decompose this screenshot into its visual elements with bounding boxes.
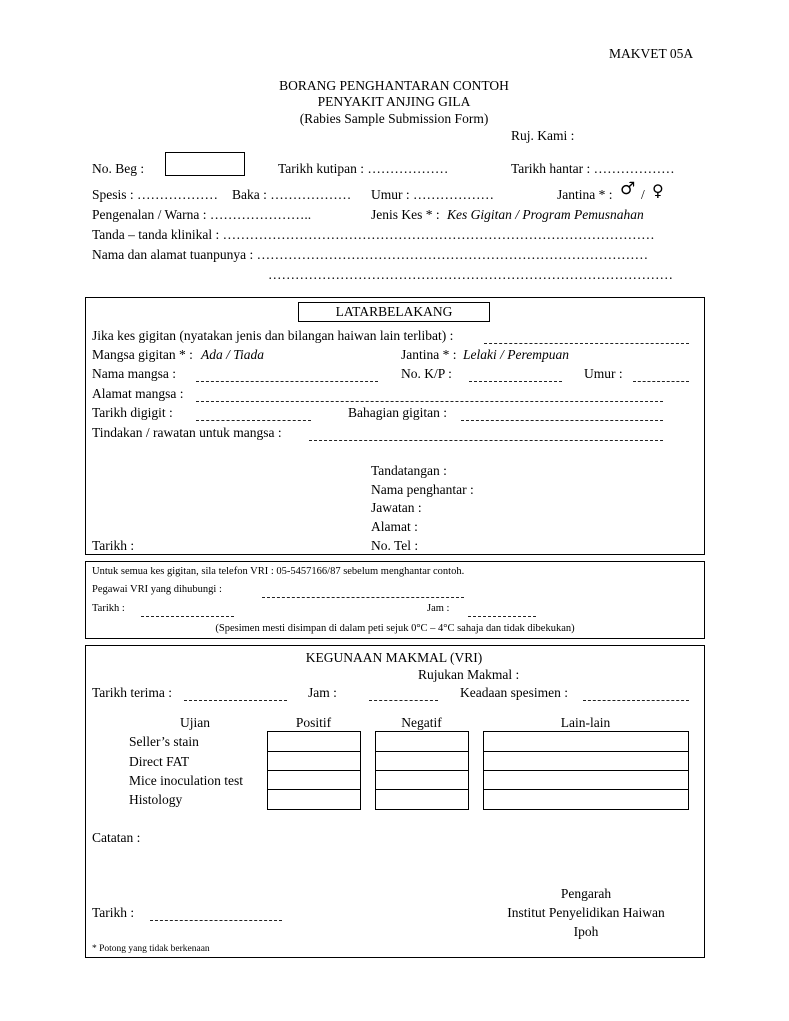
lain-lain-cell[interactable] <box>483 751 689 771</box>
notice-tarikh-line[interactable] <box>141 616 234 617</box>
lain-lain-cell[interactable] <box>483 770 689 790</box>
positif-cell[interactable] <box>267 770 361 790</box>
umur-mangsa-label: Umur : <box>584 366 623 381</box>
alamat-mangsa-line[interactable] <box>196 401 663 402</box>
no-beg-label: No. Beg : <box>92 161 145 176</box>
tarikh-digigit-label: Tarikh digigit : <box>92 405 173 420</box>
signatory-location: Ipoh <box>573 924 599 939</box>
lab-jam-label: Jam : <box>308 685 337 700</box>
jika-kes-label: Jika kes gigitan (nyatakan jenis dan bilangan haiwan lain terlibat) : <box>92 328 454 343</box>
test-label: Mice inoculation test <box>129 773 243 788</box>
umur-mangsa-line[interactable] <box>633 381 689 382</box>
alamat-mangsa-label: Alamat mangsa : <box>92 386 184 401</box>
nama-penghantar-label: Nama penghantar : <box>371 482 474 497</box>
negatif-cell[interactable] <box>375 770 469 790</box>
tarikh-terima-line[interactable] <box>184 700 287 701</box>
mangsa-jantina-label: Jantina * : <box>401 347 457 362</box>
col-negatif: Negatif <box>401 715 442 730</box>
pengenalan-field[interactable]: Pengenalan / Warna : ………………….. <box>92 207 312 222</box>
lain-lain-cell[interactable] <box>483 789 689 810</box>
jantina-label: Jantina * : <box>557 187 613 202</box>
baka-field[interactable]: Baka : ……………… <box>232 187 352 202</box>
col-positif: Positif <box>295 715 332 730</box>
tarikh-label: Tarikh : <box>92 538 135 553</box>
latarbelakang-heading: LATARBELAKANG <box>335 304 453 319</box>
jenis-kes-value: Kes Gigitan / Program Pemusnahan <box>447 207 644 222</box>
no-kp-label: No. K/P : <box>401 366 452 381</box>
positif-cell[interactable] <box>267 751 361 771</box>
notice-tarikh-label: Tarikh : <box>92 603 125 614</box>
tanda-klinikal-field[interactable]: Tanda – tanda klinikal : …………………………………………………………………………………… <box>92 227 655 242</box>
lain-lain-cell[interactable] <box>483 731 689 752</box>
catatan-label: Catatan : <box>92 830 141 845</box>
bahagian-gigitan-label: Bahagian gigitan : <box>348 405 447 420</box>
keadaan-spesimen-line[interactable] <box>583 700 689 701</box>
mangsa-gigitan-value: Ada / Tiada <box>201 347 265 362</box>
tarikh-digigit-line[interactable] <box>196 420 311 421</box>
lab-tarikh-label: Tarikh : <box>92 905 135 920</box>
tarikh-kutipan-field[interactable]: Tarikh kutipan : ……………… <box>278 161 449 176</box>
signatory-title: Pengarah <box>560 886 612 901</box>
form-title-line1: BORANG PENGHANTARAN CONTOH <box>279 78 509 93</box>
tandatangan-label: Tandatangan : <box>371 463 447 478</box>
umur-field[interactable]: Umur : ……………… <box>371 187 494 202</box>
jika-kes-line[interactable] <box>484 343 689 344</box>
spesis-field[interactable]: Spesis : ……………… <box>92 187 219 202</box>
pegawai-vri-line[interactable] <box>262 597 464 598</box>
mangsa-jantina-value: Lelaki / Perempuan <box>463 347 569 362</box>
jenis-kes-label: Jenis Kes * : <box>371 207 440 222</box>
negatif-cell[interactable] <box>375 751 469 771</box>
nama-alamat-cont-field[interactable]: ……………………………………………………………………………… <box>268 267 673 282</box>
footnote: * Potong yang tidak berkenaan <box>92 944 210 954</box>
negatif-cell[interactable] <box>375 731 469 752</box>
no-tel-label: No. Tel : <box>371 538 419 553</box>
female-symbol-icon: ♀ <box>652 181 664 200</box>
positif-cell[interactable] <box>267 789 361 810</box>
lab-jam-line[interactable] <box>369 700 438 701</box>
notice-jam-line[interactable] <box>468 616 536 617</box>
rujukan-makmal-label: Rujukan Makmal : <box>418 667 520 682</box>
male-symbol-icon: ♂ <box>620 179 636 199</box>
lab-heading: KEGUNAAN MAKMAL (VRI) <box>305 650 483 665</box>
test-label: Seller’s stain <box>129 734 199 749</box>
ruj-kami-label: Ruj. Kami : <box>511 128 575 143</box>
nama-alamat-field[interactable]: Nama dan alamat tuanpunya : …………………………………………………………………………… <box>92 247 649 262</box>
bahagian-gigitan-line[interactable] <box>461 420 663 421</box>
spesimen-note: (Spesimen mesti disimpan di dalam peti sejuk 0°C – 4°C sahaja dan tidak dibekukan) <box>215 623 575 634</box>
lab-tarikh-line[interactable] <box>150 920 282 921</box>
form-code: MAKVET 05A <box>609 46 694 61</box>
positif-cell[interactable] <box>267 731 361 752</box>
alamat-label: Alamat : <box>371 519 418 534</box>
no-beg-box[interactable] <box>165 152 245 176</box>
col-ujian: Ujian <box>180 715 210 730</box>
jawatan-label: Jawatan : <box>371 500 422 515</box>
form-title-line2: PENYAKIT ANJING GILA <box>317 94 471 109</box>
tindakan-line[interactable] <box>309 440 663 441</box>
mangsa-gigitan-label: Mangsa gigitan * : <box>92 347 193 362</box>
test-label: Histology <box>129 792 183 807</box>
tarikh-hantar-field[interactable]: Tarikh hantar : ……………… <box>511 161 675 176</box>
jantina-slash: / <box>641 187 645 202</box>
no-kp-line[interactable] <box>469 381 562 382</box>
tindakan-label: Tindakan / rawatan untuk mangsa : <box>92 425 282 440</box>
negatif-cell[interactable] <box>375 789 469 810</box>
tarikh-terima-label: Tarikh terima : <box>92 685 173 700</box>
col-lain-lain: Lain-lain <box>560 715 611 730</box>
signatory-institute: Institut Penyelidikan Haiwan <box>507 905 665 920</box>
form-title-line3: (Rabies Sample Submission Form) <box>299 111 489 126</box>
notice-jam-label: Jam : <box>427 603 450 614</box>
nama-mangsa-label: Nama mangsa : <box>92 366 176 381</box>
nama-mangsa-line[interactable] <box>196 381 378 382</box>
pegawai-vri-label: Pegawai VRI yang dihubungi : <box>92 584 222 595</box>
notice-line1: Untuk semua kes gigitan, sila telefon VRI : 05-5457166/87 sebelum menghantar contoh. <box>92 566 465 577</box>
test-label: Direct FAT <box>129 754 190 769</box>
keadaan-spesimen-label: Keadaan spesimen : <box>460 685 568 700</box>
